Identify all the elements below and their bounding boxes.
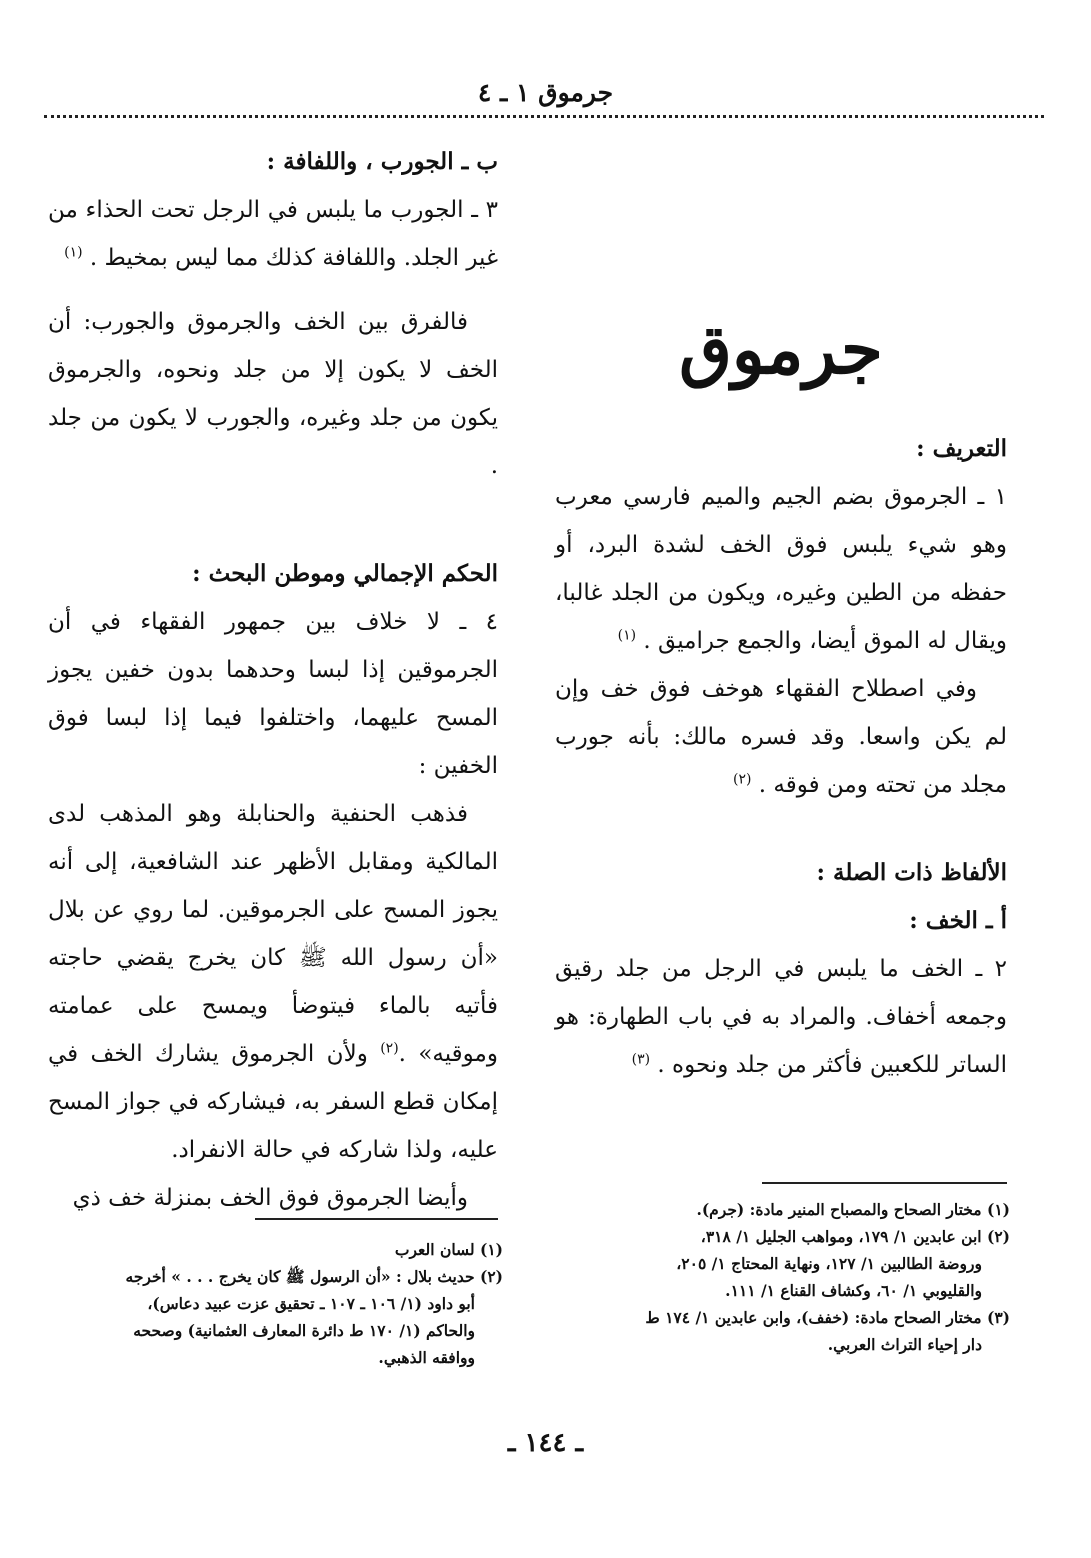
footnote-rule-left: [255, 1218, 498, 1220]
footnote-line: دار إحياء التراث العربي.: [827, 1335, 982, 1354]
paragraph-4-text: ٣ ـ الجورب ما يلبس في الرجل تحت الحذاء من غير الجلد. واللفافة كذلك مما ليس بمخيط .: [48, 197, 498, 271]
paragraph-2: [555, 665, 1007, 809]
footnote-ref: (١): [617, 627, 637, 644]
footnotes-right: [555, 1196, 1010, 1358]
paragraph-1: [555, 473, 1007, 665]
footnote-line: أبو داود (١/ ١٠٦ ـ ١٠٧ ـ تحقيق عزت عبيد دعاس)،: [147, 1294, 475, 1313]
paragraph-1-text: ١ ـ الجرموق بضم الجيم والميم فارسي معرب وهو شيء يلبس فوق الخف لشدة البرد، أو حفظه من الطين وغيره، ويكون من الجلد غالبا، ويقال له الموق أيضا، والجمع جراميق .: [555, 484, 1007, 654]
footnote-line: (٢) ابن عابدين ١/ ١٧٩، ومواهب الجليل ١/ ٣١٨،: [700, 1227, 1010, 1246]
paragraph-3-text: ٢ ـ الخف ما يلبس في الرجل من جلد رقيق وجمعه أخفاف. والمراد به في باب الطهارة: هو الساتر للكعبين فأكثر من جلد ونحوه .: [555, 956, 1007, 1078]
footnote-line: وروضة الطالبين ١/ ١٢٧، ونهاية المحتاج ١/ ٢٠٥،: [676, 1254, 982, 1273]
footnote-ref: (٢): [380, 1040, 399, 1057]
paragraph-2-text: وفي اصطلاح الفقهاء هوخف فوق خف وإن لم يكن واسعا. وقد فسره مالك: بأنه جورب مجلد من تحته ومن فوقه .: [555, 676, 1007, 798]
ruling-heading: الحكم الإجمالي وموطن البحث :: [192, 560, 498, 587]
paragraph-7-text-a: فذهب الحنفية والحنابلة وهو المذهب لدى المالكية ومقابل الأظهر عند الشافعية، إلى أنه يجوز المسح على الجرموقين. لما روي عن بلال «أن رسول الله ﷺ كان يخرج يقضي حاجته فأتيه بالماء فيتوضأ ويمسح على عمامته وموقيه» .: [48, 801, 498, 1067]
footnote-line: (١) مختار الصحاح والمصباح المنير مادة: (جرم).: [696, 1200, 1010, 1219]
definition-heading: التعريف :: [916, 435, 1007, 462]
subheading-jawrab: ب ـ الجورب ، واللفافة :: [266, 148, 498, 175]
footnote-ref: (١): [64, 244, 83, 261]
footnote-line: والقليوبي ١/ ٦٠، وكشاف القناع ١/ ١١١.: [725, 1281, 982, 1300]
page-number: ـ ١٤٤ ـ: [507, 1428, 584, 1458]
related-terms-heading: الألفاظ ذات الصلة :: [816, 859, 1007, 886]
footnote-rule-right: [762, 1182, 1007, 1184]
paragraph-7-text-b: ولأن الجرموق يشارك الخف في إمكان قطع السفر به، فيشاركه في جواز المسح عليه، ولذا شاركه في حالة الانفراد.: [48, 1041, 498, 1163]
footnote-line: (٢) حديث بلال : «أن الرسول ﷺ كان يخرج . . . » أخرجه: [125, 1267, 503, 1286]
footnote-line: (١) لسان العرب: [394, 1240, 503, 1259]
header-dotted-rule: [44, 115, 1044, 118]
footnotes-left: [48, 1236, 503, 1371]
paragraph-8: وأيضا الجرموق فوق الخف بمنزلة خف ذي: [72, 1185, 468, 1211]
left-column: [48, 138, 498, 1222]
footnote-line: ووافقه الذهبي.: [378, 1348, 475, 1367]
paragraph-5: فالفرق بين الخف والجرموق والجورب: أن الخف لا يكون إلا من جلد ونحوه، والجرموق يكون من جلد وغيره، والجورب لا يكون من جلد .: [48, 309, 498, 479]
footnote-ref: (٢): [733, 771, 752, 788]
footnote-line: والحاكم (١/ ١٧٠ ط دائرة المعارف العثمانية) وصححه: [133, 1321, 475, 1340]
running-head: جرموق ١ ـ ٤: [477, 78, 614, 107]
footnote-line: (٣) مختار الصحاح مادة: (خفف)، وابن عابدين ١/ ١٧٤ ط: [645, 1308, 1010, 1327]
subheading-khuff: أ ـ الخف :: [909, 907, 1007, 934]
paragraph-7: [48, 790, 498, 1174]
right-column: [555, 425, 1007, 1089]
paragraph-4: [48, 186, 498, 282]
paragraph-6: ٤ ـ لا خلاف بين جمهور الفقهاء في أن الجرموقين إذا لبسا وحدهما بدون خفين يجوز المسح عليهما، واختلفوا فيما إذا لبسا فوق الخفين :: [48, 609, 498, 779]
footnote-ref: (٣): [631, 1051, 651, 1068]
paragraph-3: [555, 945, 1007, 1089]
entry-title: جرموق: [679, 310, 883, 390]
